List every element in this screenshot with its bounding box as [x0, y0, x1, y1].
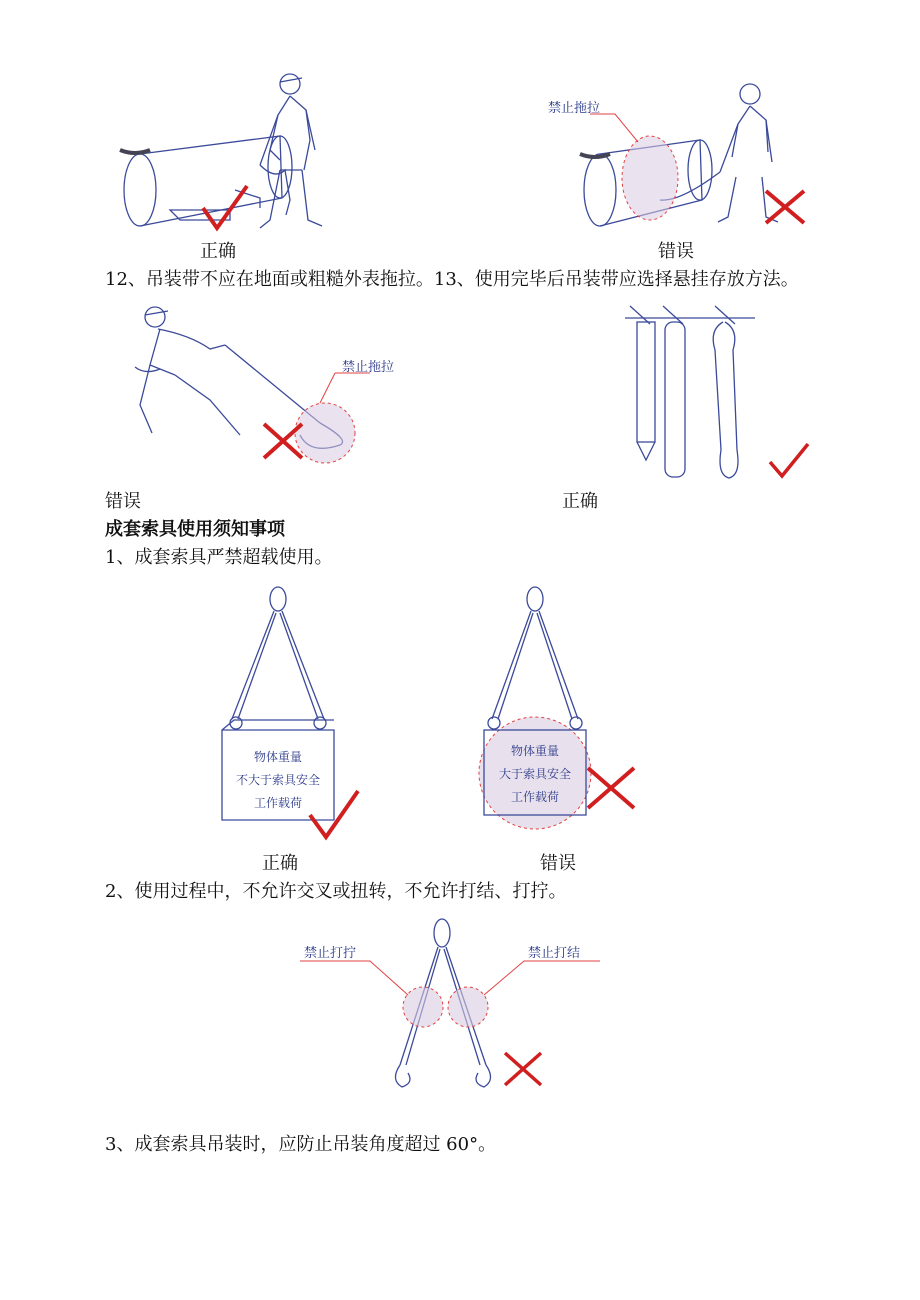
- box-bad-line-1: 物体重量: [510, 744, 560, 758]
- warn-twist-label: 禁止打拧: [304, 946, 357, 961]
- box-bad-line-2: 大于索具安全: [498, 767, 572, 781]
- cross-icon: [582, 762, 640, 814]
- illus-rigging-no-twist-knot: [290, 915, 610, 1100]
- box-ok-line-3: 工作载荷: [253, 796, 303, 810]
- caption-row1-left: 正确: [200, 241, 236, 262]
- box-ok-line-1: 物体重量: [253, 750, 303, 764]
- item-12-13-text: 12、吊装带不应在地面或粗糙外表拖拉。13、使用完毕后吊装带应选择悬挂存放方法。: [105, 269, 799, 290]
- check-icon: [766, 440, 811, 480]
- check-icon: [195, 180, 255, 235]
- rule-1-text: 1、成套索具严禁超载使用。: [105, 547, 333, 568]
- warn-drag-label-1: 禁止拖拉: [548, 101, 601, 116]
- illus-rigging-overload: [470, 585, 600, 830]
- box-bad-line-3: 工作载荷: [510, 790, 560, 804]
- check-icon: [304, 785, 362, 843]
- cross-icon: [258, 418, 308, 463]
- caption-row1-right: 错误: [658, 241, 694, 262]
- warn-knot-label: 禁止打结: [528, 946, 581, 961]
- rule-3-text: 3、成套索具吊装时，应防止吊装角度超过 60°。: [105, 1134, 497, 1155]
- caption-row2-right: 正确: [562, 491, 598, 512]
- caption-row2-left: 错误: [105, 491, 141, 512]
- warn-drag-label-2: 禁止拖拉: [342, 360, 395, 375]
- box-ok-line-2: 不大于索具安全: [235, 773, 321, 787]
- cross-icon: [760, 185, 810, 230]
- section-title: 成套索具使用须知事项: [105, 519, 285, 540]
- caption-row3-left: 正确: [262, 853, 298, 874]
- illus-sling-hang-storage: [625, 300, 755, 485]
- caption-row3-right: 错误: [540, 853, 576, 874]
- cross-icon: [500, 1048, 546, 1090]
- rule-2-text: 2、使用过程中，不允许交叉或扭转，不允许打结、打拧。: [105, 881, 567, 902]
